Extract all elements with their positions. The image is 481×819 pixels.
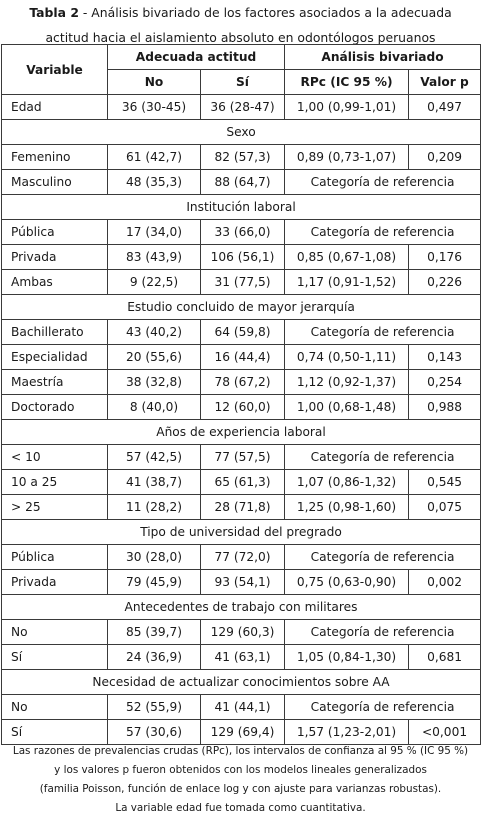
table-row — [2, 720, 481, 745]
section-label: Tipo de universidad del pregrado — [2, 520, 481, 545]
header-rpc: RPc (IC 95 %) — [285, 70, 409, 95]
cell-si: 31 (77,5) — [201, 270, 285, 295]
cell-variable: Privada — [2, 570, 108, 595]
cell-rpc: 1,00 (0,68-1,48) — [285, 395, 409, 420]
cell-rpc: 1,25 (0,98-1,60) — [285, 495, 409, 520]
cell-no: 83 (43,9) — [108, 245, 201, 270]
cell-si: 12 (60,0) — [201, 395, 285, 420]
cell-si: 28 (71,8) — [201, 495, 285, 520]
table-row — [2, 645, 481, 670]
cell-valor-p: 0,545 — [409, 470, 481, 495]
header-adecuada-actitud: Adecuada actitud — [108, 45, 285, 70]
cell-variable: Doctorado — [2, 395, 108, 420]
cell-si: 78 (67,2) — [201, 370, 285, 395]
cell-rpc: 0,75 (0,63-0,90) — [285, 570, 409, 595]
section-row — [2, 670, 481, 695]
section-row — [2, 295, 481, 320]
cell-reference: Categoría de referencia — [285, 220, 481, 245]
cell-rpc: 0,85 (0,67-1,08) — [285, 245, 409, 270]
cell-no: 57 (30,6) — [108, 720, 201, 745]
cell-rpc: 1,05 (0,84-1,30) — [285, 645, 409, 670]
header-no: No — [108, 70, 201, 95]
cell-valor-p: 0,681 — [409, 645, 481, 670]
cell-rpc: 1,07 (0,86-1,32) — [285, 470, 409, 495]
cell-valor-p: <0,001 — [409, 720, 481, 745]
cell-no: 48 (35,3) — [108, 170, 201, 195]
header-variable: Variable — [2, 45, 108, 95]
cell-si: 82 (57,3) — [201, 145, 285, 170]
cell-rpc: 0,89 (0,73-1,07) — [285, 145, 409, 170]
cell-rpc: 1,57 (1,23-2,01) — [285, 720, 409, 745]
cell-reference: Categoría de referencia — [285, 545, 481, 570]
section-row — [2, 195, 481, 220]
footnote-line: Las razones de prevalencias crudas (RPc), los intervalos de confianza al 95 % (IC 95 %) — [12, 745, 469, 757]
cell-valor-p: 0,176 — [409, 245, 481, 270]
cell-si: 65 (61,3) — [201, 470, 285, 495]
cell-variable: Edad — [2, 95, 108, 120]
table-row — [2, 95, 481, 120]
cell-no: 85 (39,7) — [108, 620, 201, 645]
cell-si: 41 (44,1) — [201, 695, 285, 720]
cell-reference: Categoría de referencia — [285, 320, 481, 345]
cell-variable: > 25 — [2, 495, 108, 520]
table-row — [2, 445, 481, 470]
cell-no: 41 (38,7) — [108, 470, 201, 495]
cell-variable: No — [2, 695, 108, 720]
table-row — [2, 145, 481, 170]
caption-line-2: actitud hacia el aislamiento absoluto en odontólogos peruanos — [45, 30, 436, 45]
cell-variable: Sí — [2, 720, 108, 745]
section-row — [2, 520, 481, 545]
cell-no: 30 (28,0) — [108, 545, 201, 570]
cell-no: 11 (28,2) — [108, 495, 201, 520]
cell-no: 38 (32,8) — [108, 370, 201, 395]
cell-rpc: 1,17 (0,91-1,52) — [285, 270, 409, 295]
cell-variable: < 10 — [2, 445, 108, 470]
cell-si: 88 (64,7) — [201, 170, 285, 195]
header-analisis-bivariado: Análisis bivariado — [285, 45, 481, 70]
section-row — [2, 595, 481, 620]
cell-si: 33 (66,0) — [201, 220, 285, 245]
table-row — [2, 245, 481, 270]
cell-no: 17 (34,0) — [108, 220, 201, 245]
table-row — [2, 470, 481, 495]
cell-si: 64 (59,8) — [201, 320, 285, 345]
cell-no: 61 (42,7) — [108, 145, 201, 170]
cell-valor-p: 0,143 — [409, 345, 481, 370]
table-footnote — [0, 742, 481, 818]
cell-reference: Categoría de referencia — [285, 170, 481, 195]
cell-rpc: 0,74 (0,50-1,11) — [285, 345, 409, 370]
cell-no: 24 (36,9) — [108, 645, 201, 670]
cell-variable: Femenino — [2, 145, 108, 170]
section-label: Institución laboral — [2, 195, 481, 220]
cell-valor-p: 0,002 — [409, 570, 481, 595]
cell-variable: Maestría — [2, 370, 108, 395]
footnote-line: y los valores p fueron obtenidos con los modelos lineales generalizados — [54, 764, 427, 776]
cell-rpc: 1,12 (0,92-1,37) — [285, 370, 409, 395]
cell-variable: Especialidad — [2, 345, 108, 370]
table-row — [2, 345, 481, 370]
section-label: Estudio concluido de mayor jerarquía — [2, 295, 481, 320]
caption-text-1: - Análisis bivariado de los factores asociados a la adecuada — [78, 5, 452, 20]
table-row — [2, 320, 481, 345]
cell-rpc: 1,00 (0,99-1,01) — [285, 95, 409, 120]
cell-variable: Masculino — [2, 170, 108, 195]
table-row — [2, 270, 481, 295]
cell-valor-p: 0,988 — [409, 395, 481, 420]
section-label: Antecedentes de trabajo con militares — [2, 595, 481, 620]
table-row — [2, 370, 481, 395]
cell-no: 36 (30-45) — [108, 95, 201, 120]
table-row — [2, 220, 481, 245]
cell-no: 8 (40,0) — [108, 395, 201, 420]
table-row — [2, 495, 481, 520]
table-body — [2, 95, 481, 745]
cell-variable: Privada — [2, 245, 108, 270]
cell-reference: Categoría de referencia — [285, 445, 481, 470]
cell-si: 36 (28-47) — [201, 95, 285, 120]
table-row — [2, 695, 481, 720]
cell-no: 52 (55,9) — [108, 695, 201, 720]
cell-variable: Ambas — [2, 270, 108, 295]
section-row — [2, 120, 481, 145]
cell-valor-p: 0,209 — [409, 145, 481, 170]
cell-valor-p: 0,226 — [409, 270, 481, 295]
table-caption — [0, 0, 481, 50]
cell-valor-p: 0,254 — [409, 370, 481, 395]
cell-valor-p: 0,075 — [409, 495, 481, 520]
section-label: Sexo — [2, 120, 481, 145]
table-row — [2, 395, 481, 420]
table-row — [2, 620, 481, 645]
footnote-line: La variable edad fue tomada como cuantitativa. — [115, 802, 366, 814]
cell-si: 129 (69,4) — [201, 720, 285, 745]
header-row-1 — [2, 45, 481, 70]
cell-si: 16 (44,4) — [201, 345, 285, 370]
cell-variable: No — [2, 620, 108, 645]
cell-valor-p: 0,497 — [409, 95, 481, 120]
cell-si: 129 (60,3) — [201, 620, 285, 645]
table-row — [2, 570, 481, 595]
section-label: Necesidad de actualizar conocimientos sobre AA — [2, 670, 481, 695]
cell-no: 43 (40,2) — [108, 320, 201, 345]
cell-no: 57 (42,5) — [108, 445, 201, 470]
section-label: Años de experiencia laboral — [2, 420, 481, 445]
cell-variable: Sí — [2, 645, 108, 670]
section-row — [2, 420, 481, 445]
cell-no: 9 (22,5) — [108, 270, 201, 295]
cell-variable: Pública — [2, 545, 108, 570]
cell-si: 41 (63,1) — [201, 645, 285, 670]
header-valor-p: Valor p — [409, 70, 481, 95]
cell-si: 77 (72,0) — [201, 545, 285, 570]
cell-si: 93 (54,1) — [201, 570, 285, 595]
cell-no: 79 (45,9) — [108, 570, 201, 595]
table-row — [2, 545, 481, 570]
cell-no: 20 (55,6) — [108, 345, 201, 370]
cell-si: 106 (56,1) — [201, 245, 285, 270]
table-row — [2, 170, 481, 195]
caption-line-1 — [0, 0, 481, 25]
cell-variable: Pública — [2, 220, 108, 245]
header-si: Sí — [201, 70, 285, 95]
cell-reference: Categoría de referencia — [285, 620, 481, 645]
cell-reference: Categoría de referencia — [285, 695, 481, 720]
results-table — [1, 44, 481, 745]
cell-variable: 10 a 25 — [2, 470, 108, 495]
footnote-line: (familia Poisson, función de enlace log y con ajuste para varianzas robustas). — [39, 783, 442, 795]
cell-variable: Bachillerato — [2, 320, 108, 345]
caption-label: Tabla 2 — [29, 5, 79, 20]
cell-si: 77 (57,5) — [201, 445, 285, 470]
